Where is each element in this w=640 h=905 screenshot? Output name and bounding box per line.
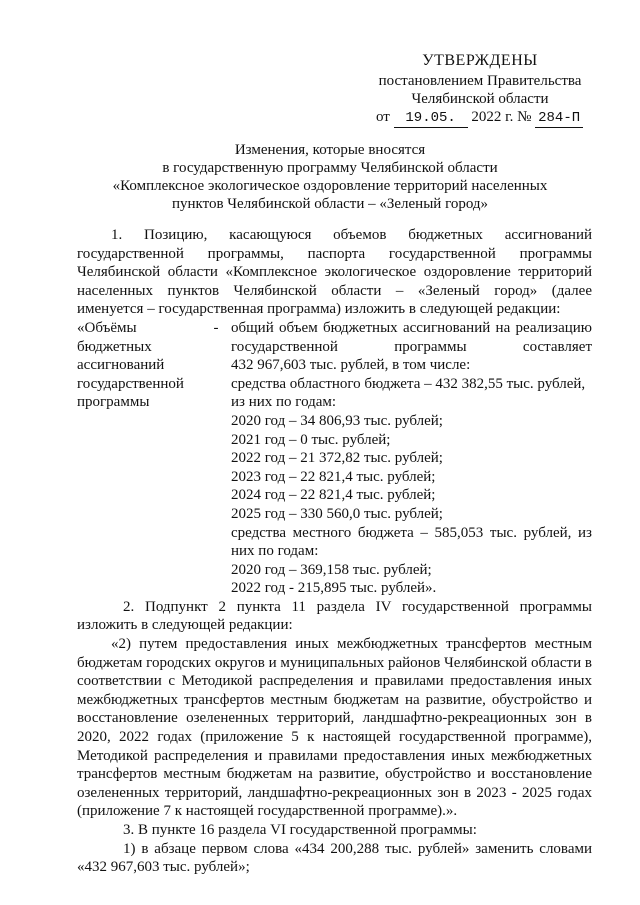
item1-line-last: именуется – государственная программа) изложить в следующей редакции: (77, 301, 561, 318)
heading-line: Изменения, которые вносятся (234, 142, 426, 158)
funding-label-line: ассигнований (77, 357, 165, 374)
funding-label-line: «Объёмы (77, 319, 137, 336)
item3-title: 3. В пункте 16 раздела VI государственной программы: (123, 822, 477, 838)
funding-value-line: них по годам: (231, 543, 319, 560)
item3-sub1: 1) в абзаце первом слова «434 200,288 тыс. рублей» заменить словами «432 967,603 тыс. рублей»; (77, 840, 592, 876)
funding-value-cell (227, 319, 592, 598)
document-body (77, 226, 592, 877)
funding-value-line: 2022 год – 21 372,82 тыс. рублей; (231, 450, 443, 467)
item2-line: 2. Подпункт 2 пункта 11 раздела IV государственной программы (123, 598, 592, 615)
funding-value-line: 2024 год – 22 821,4 тыс. рублей; (231, 487, 436, 504)
heading-line: «Комплексное экологическое оздоровление территорий населенных (112, 178, 548, 194)
item1-line: Челябинской области «Комплексное экологическое оздоровление территорий (77, 264, 592, 281)
approval-title: УТВЕРЖДЕНЫ (422, 52, 538, 69)
funding-value-line: 2021 год – 0 тыс. рублей; (231, 431, 391, 448)
funding-value-line: общий объем бюджетных ассигнований на реализацию (231, 319, 592, 336)
funding-value-line: из них по годам: (231, 394, 337, 411)
funding-table (77, 319, 592, 598)
funding-label-line: государственной (77, 375, 184, 392)
approval-from: от (376, 109, 390, 125)
funding-dash: - (213, 319, 219, 336)
funding-value-line: 2022 год - 215,895 тыс. рублей». (231, 580, 437, 597)
approval-date: 19.05. (394, 109, 468, 128)
item1-line: государственной программы, паспорта государственной программы (77, 245, 592, 262)
item1-line: 1. Позицию, касающуюся объемов бюджетных ассигнований (111, 227, 592, 243)
approval-date-line (370, 108, 590, 128)
funding-value-line: 2025 год – 330 560,0 тыс. рублей; (231, 505, 443, 522)
approval-block (370, 52, 590, 128)
funding-label-cell (77, 319, 205, 598)
item2-quote: «2) путем предоставления иных межбюджетных трансфертов местным бюджетам городских округов и муниципальных районов Челябинской области в соответствии с Методикой распределения и правилами предоставления иных межбюджетных трансфертов местным бюджетам на развитие, обустройство и восстановление озелененных территорий, ландшафтно-рекреационных зон в 2020, 2022 годах (приложение 5 к настоящей государственной программе), Методикой распределения и правилами предоставления иных межбюджетных трансфертов местным бюджетам на развитие, обустройство и восстановление озелененных территорий, ландшафтно-рекреационных зон в 2023 - 2025 годах (приложение 7 к настоящей государственной программе).». (77, 636, 592, 820)
heading-line: в государственную программу Челябинской области (162, 160, 498, 176)
item2-line: изложить в следующей редакции: (77, 617, 293, 634)
approval-year: 2022 г. № (471, 109, 532, 125)
funding-value-line: 2020 год – 369,158 тыс. рублей; (231, 561, 432, 578)
funding-value-line: 2020 год – 34 806,93 тыс. рублей; (231, 412, 443, 429)
document-heading (80, 141, 580, 213)
funding-value-line: 2023 год – 22 821,4 тыс. рублей; (231, 468, 436, 485)
funding-label-line: программы (77, 394, 150, 411)
funding-label-line: бюджетных (77, 338, 152, 355)
item1-line: населенных пунктов Челябинской области – «Зеленый город» (далее (77, 282, 592, 299)
approval-number: 284-П (535, 109, 583, 128)
funding-value-line: средства областного бюджета – 432 382,55 тыс. рублей, (231, 375, 586, 392)
funding-value-line: 432 967,603 тыс. рублей, в том числе: (231, 357, 471, 374)
funding-value-line: средства местного бюджета – 585,053 тыс. рублей, из (231, 524, 592, 541)
heading-line: пунктов Челябинской области – «Зеленый город» (171, 196, 489, 212)
funding-value-line: государственной программы составляет (231, 338, 592, 355)
approval-line-2: Челябинской области (411, 91, 549, 107)
approval-line-1: постановлением Правительства (378, 73, 582, 89)
